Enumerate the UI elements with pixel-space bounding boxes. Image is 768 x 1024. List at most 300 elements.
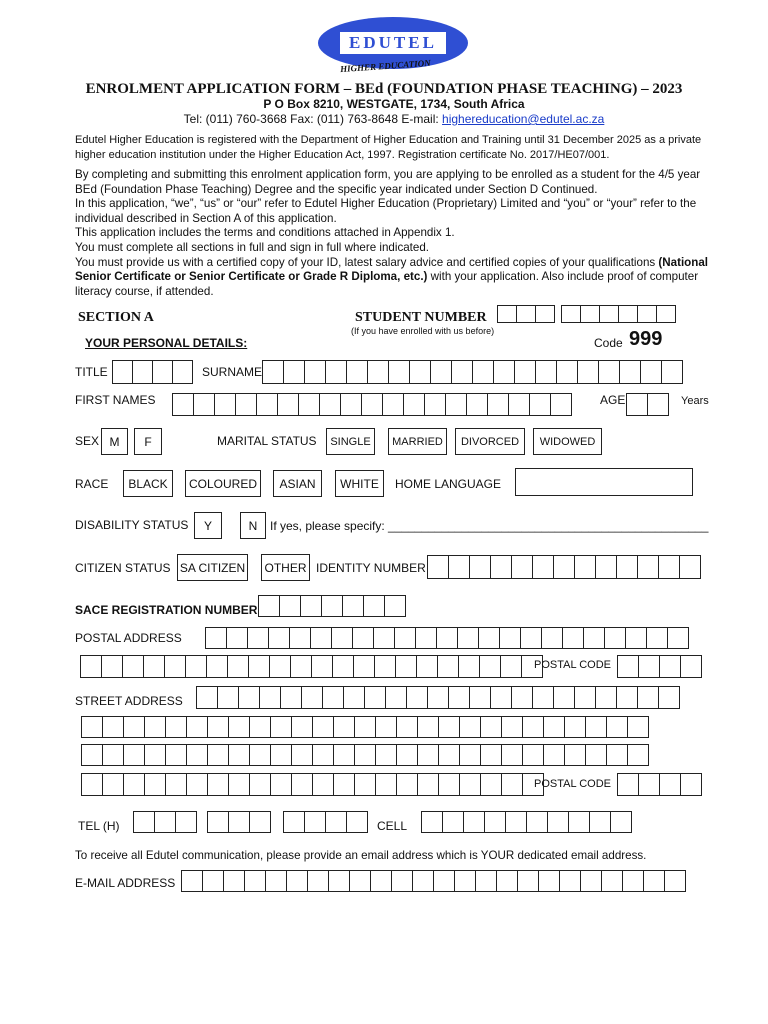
char-box[interactable] xyxy=(451,360,473,384)
char-box[interactable] xyxy=(373,627,395,649)
sex-option-m[interactable]: M xyxy=(101,428,128,455)
char-box[interactable] xyxy=(333,716,355,738)
char-box[interactable] xyxy=(291,716,313,738)
char-box[interactable] xyxy=(283,360,305,384)
char-box[interactable] xyxy=(388,360,410,384)
char-box[interactable] xyxy=(529,393,551,416)
char-box[interactable] xyxy=(487,393,509,416)
char-box[interactable] xyxy=(433,870,455,892)
char-box[interactable] xyxy=(280,686,302,709)
char-box[interactable] xyxy=(680,655,702,678)
char-box[interactable] xyxy=(175,811,197,833)
char-box[interactable] xyxy=(667,627,689,649)
char-box[interactable] xyxy=(680,773,702,796)
char-box[interactable] xyxy=(412,870,434,892)
char-box[interactable] xyxy=(298,393,320,416)
intro-p1: By completing and submitting this enrolment application form, you are applying to be enrolled as a student for the 4/5 year BEd (Foundation Phase Teaching) Degree and the specific year indicated under Section D Continued. xyxy=(75,168,701,196)
char-box[interactable] xyxy=(321,595,343,617)
char-box[interactable] xyxy=(595,686,617,709)
char-box[interactable] xyxy=(133,811,155,833)
char-box[interactable] xyxy=(469,686,491,709)
char-box[interactable] xyxy=(508,393,530,416)
char-box[interactable] xyxy=(556,360,578,384)
char-box[interactable] xyxy=(196,686,218,709)
char-box[interactable] xyxy=(291,773,313,796)
student-number-box[interactable] xyxy=(561,305,581,323)
char-box[interactable] xyxy=(448,686,470,709)
char-box[interactable] xyxy=(463,811,485,833)
char-box[interactable] xyxy=(354,744,376,766)
char-box[interactable] xyxy=(256,393,278,416)
char-box[interactable] xyxy=(437,655,459,678)
char-box[interactable] xyxy=(564,744,586,766)
char-box[interactable] xyxy=(625,627,647,649)
char-box[interactable] xyxy=(258,595,280,617)
char-box[interactable] xyxy=(207,773,229,796)
char-box[interactable] xyxy=(647,393,669,416)
char-box[interactable] xyxy=(328,870,350,892)
char-box[interactable] xyxy=(638,773,660,796)
char-box[interactable] xyxy=(520,627,542,649)
char-box[interactable] xyxy=(598,360,620,384)
char-box[interactable] xyxy=(322,686,344,709)
race-option-asian[interactable]: ASIAN xyxy=(273,470,322,497)
char-box[interactable] xyxy=(627,744,649,766)
char-box[interactable] xyxy=(658,686,680,709)
char-box[interactable] xyxy=(248,655,270,678)
char-box[interactable] xyxy=(421,811,443,833)
char-box[interactable] xyxy=(610,811,632,833)
char-box[interactable] xyxy=(637,686,659,709)
char-box[interactable] xyxy=(616,555,638,579)
citizen-option-sa[interactable]: SA CITIZEN xyxy=(177,554,248,581)
char-box[interactable] xyxy=(301,686,323,709)
char-box[interactable] xyxy=(601,870,623,892)
char-box[interactable] xyxy=(595,555,617,579)
char-box[interactable] xyxy=(226,627,248,649)
char-box[interactable] xyxy=(228,744,250,766)
char-box[interactable] xyxy=(144,716,166,738)
char-box[interactable] xyxy=(228,773,250,796)
char-box[interactable] xyxy=(469,555,491,579)
char-box[interactable] xyxy=(394,627,416,649)
char-box[interactable] xyxy=(526,811,548,833)
char-box[interactable] xyxy=(661,360,683,384)
char-box[interactable] xyxy=(304,811,326,833)
char-box[interactable] xyxy=(416,655,438,678)
intro-p5 xyxy=(75,256,715,300)
student-number-box[interactable] xyxy=(535,305,555,323)
char-box[interactable] xyxy=(417,744,439,766)
char-box[interactable] xyxy=(81,716,103,738)
char-box[interactable] xyxy=(186,773,208,796)
char-box[interactable] xyxy=(143,655,165,678)
char-box[interactable] xyxy=(517,870,539,892)
char-box[interactable] xyxy=(311,655,333,678)
char-box[interactable] xyxy=(475,870,497,892)
char-box[interactable] xyxy=(606,716,628,738)
disability-option-y[interactable]: Y xyxy=(194,512,222,539)
char-box[interactable] xyxy=(206,655,228,678)
char-box[interactable] xyxy=(562,627,584,649)
char-box[interactable] xyxy=(244,870,266,892)
char-box[interactable] xyxy=(101,655,123,678)
char-box[interactable] xyxy=(343,686,365,709)
char-box[interactable] xyxy=(658,555,680,579)
street-address-row-3 xyxy=(81,744,648,766)
char-box[interactable] xyxy=(312,773,334,796)
char-box[interactable] xyxy=(375,744,397,766)
char-box[interactable] xyxy=(352,627,374,649)
char-box[interactable] xyxy=(249,811,271,833)
char-box[interactable] xyxy=(132,360,153,384)
char-box[interactable] xyxy=(349,870,371,892)
char-box[interactable] xyxy=(438,716,460,738)
char-box[interactable] xyxy=(580,870,602,892)
char-box[interactable] xyxy=(354,773,376,796)
char-box[interactable] xyxy=(259,686,281,709)
char-box[interactable] xyxy=(501,744,523,766)
student-number-note: (If you have enrolled with us before) xyxy=(351,326,495,336)
char-box[interactable] xyxy=(346,811,368,833)
char-box[interactable] xyxy=(307,870,329,892)
char-box[interactable] xyxy=(290,655,312,678)
char-box[interactable] xyxy=(384,595,406,617)
char-box[interactable] xyxy=(559,870,581,892)
char-box[interactable] xyxy=(186,744,208,766)
char-box[interactable] xyxy=(364,686,386,709)
char-box[interactable] xyxy=(577,360,599,384)
char-box[interactable] xyxy=(604,627,626,649)
sex-option-f[interactable]: F xyxy=(134,428,162,455)
email-link[interactable]: highereducation@edutel.ac.za xyxy=(442,112,605,126)
char-box[interactable] xyxy=(249,773,271,796)
char-box[interactable] xyxy=(459,716,481,738)
char-box[interactable] xyxy=(123,716,145,738)
char-box[interactable] xyxy=(466,393,488,416)
char-box[interactable] xyxy=(490,555,512,579)
char-box[interactable] xyxy=(300,595,322,617)
char-box[interactable] xyxy=(391,870,413,892)
char-box[interactable] xyxy=(500,655,522,678)
char-box[interactable] xyxy=(417,716,439,738)
char-box[interactable] xyxy=(396,744,418,766)
char-box[interactable] xyxy=(541,627,563,649)
char-box[interactable] xyxy=(214,393,236,416)
char-box[interactable] xyxy=(172,393,194,416)
char-box[interactable] xyxy=(270,773,292,796)
char-box[interactable] xyxy=(154,811,176,833)
char-box[interactable] xyxy=(417,773,439,796)
char-box[interactable] xyxy=(342,595,364,617)
char-box[interactable] xyxy=(538,870,560,892)
student-number-label: STUDENT NUMBER xyxy=(355,310,487,325)
char-box[interactable] xyxy=(333,773,355,796)
char-box[interactable] xyxy=(442,811,464,833)
char-box[interactable] xyxy=(235,393,257,416)
char-box[interactable] xyxy=(553,555,575,579)
char-box[interactable] xyxy=(574,555,596,579)
char-box[interactable] xyxy=(123,773,145,796)
char-box[interactable] xyxy=(478,627,500,649)
char-box[interactable] xyxy=(395,655,417,678)
marital-option-widowed[interactable]: WIDOWED xyxy=(533,428,602,455)
char-box[interactable] xyxy=(304,360,326,384)
char-box[interactable] xyxy=(535,360,557,384)
char-box[interactable] xyxy=(81,773,103,796)
char-box[interactable] xyxy=(331,627,353,649)
char-box[interactable] xyxy=(375,716,397,738)
char-box[interactable] xyxy=(319,393,341,416)
char-box[interactable] xyxy=(640,360,662,384)
years-label: Years xyxy=(681,395,709,407)
char-box[interactable] xyxy=(627,716,649,738)
char-box[interactable] xyxy=(585,744,607,766)
char-box[interactable] xyxy=(493,360,515,384)
char-box[interactable] xyxy=(430,360,452,384)
char-box[interactable] xyxy=(80,655,102,678)
char-box[interactable] xyxy=(123,744,145,766)
char-box[interactable] xyxy=(543,716,565,738)
char-box[interactable] xyxy=(172,360,193,384)
char-box[interactable] xyxy=(664,870,686,892)
student-number-boxes xyxy=(497,305,675,323)
char-box[interactable] xyxy=(438,773,460,796)
char-box[interactable] xyxy=(454,870,476,892)
char-box[interactable] xyxy=(207,744,229,766)
char-box[interactable] xyxy=(270,716,292,738)
char-box[interactable] xyxy=(227,655,249,678)
char-box[interactable] xyxy=(459,773,481,796)
char-box[interactable] xyxy=(193,393,215,416)
char-box[interactable] xyxy=(332,655,354,678)
char-box[interactable] xyxy=(406,686,428,709)
char-box[interactable] xyxy=(617,773,639,796)
marital-option-single[interactable]: SINGLE xyxy=(326,428,375,455)
char-box[interactable] xyxy=(286,870,308,892)
student-number-box[interactable] xyxy=(656,305,676,323)
char-box[interactable] xyxy=(427,686,449,709)
char-box[interactable] xyxy=(396,773,418,796)
char-box[interactable] xyxy=(291,744,313,766)
cell-label: CELL xyxy=(377,819,408,833)
char-box[interactable] xyxy=(367,360,389,384)
student-number-box[interactable] xyxy=(599,305,619,323)
char-box[interactable] xyxy=(522,744,544,766)
char-box[interactable] xyxy=(283,811,305,833)
char-box[interactable] xyxy=(501,773,523,796)
char-box[interactable] xyxy=(205,627,227,649)
char-box[interactable] xyxy=(511,555,533,579)
char-box[interactable] xyxy=(589,811,611,833)
char-box[interactable] xyxy=(396,716,418,738)
form-title: ENROLMENT APPLICATION FORM – BEd (FOUNDATION PHASE TEACHING) – 2023 xyxy=(85,81,683,97)
char-box[interactable] xyxy=(361,393,383,416)
char-box[interactable] xyxy=(480,744,502,766)
student-number-box[interactable] xyxy=(580,305,600,323)
char-box[interactable] xyxy=(511,686,533,709)
char-box[interactable] xyxy=(228,811,250,833)
char-box[interactable] xyxy=(102,744,124,766)
char-box[interactable] xyxy=(249,716,271,738)
char-box[interactable] xyxy=(289,627,311,649)
char-box[interactable] xyxy=(165,773,187,796)
char-box[interactable] xyxy=(679,555,701,579)
char-box[interactable] xyxy=(574,686,596,709)
code-value: 999 xyxy=(629,328,663,350)
char-box[interactable] xyxy=(81,744,103,766)
char-box[interactable] xyxy=(269,655,291,678)
char-box[interactable] xyxy=(458,655,480,678)
char-box[interactable] xyxy=(223,870,245,892)
char-box[interactable] xyxy=(496,870,518,892)
char-box[interactable] xyxy=(480,773,502,796)
char-box[interactable] xyxy=(436,627,458,649)
char-box[interactable] xyxy=(333,744,355,766)
char-box[interactable] xyxy=(659,773,681,796)
char-box[interactable] xyxy=(382,393,404,416)
char-box[interactable] xyxy=(619,360,641,384)
char-box[interactable] xyxy=(262,360,284,384)
char-box[interactable] xyxy=(279,595,301,617)
char-box[interactable] xyxy=(403,393,425,416)
char-box[interactable] xyxy=(505,811,527,833)
char-box[interactable] xyxy=(312,716,334,738)
home-language-field[interactable] xyxy=(515,468,693,496)
char-box[interactable] xyxy=(480,716,502,738)
char-box[interactable] xyxy=(385,686,407,709)
char-box[interactable] xyxy=(181,870,203,892)
citizen-option-other[interactable]: OTHER xyxy=(261,554,310,581)
char-box[interactable] xyxy=(445,393,467,416)
char-box[interactable] xyxy=(340,393,362,416)
char-box[interactable] xyxy=(622,870,644,892)
char-box[interactable] xyxy=(547,811,569,833)
char-box[interactable] xyxy=(353,655,375,678)
char-box[interactable] xyxy=(207,811,229,833)
char-box[interactable] xyxy=(522,716,544,738)
char-box[interactable] xyxy=(479,655,501,678)
char-box[interactable] xyxy=(415,627,437,649)
char-box[interactable] xyxy=(564,716,586,738)
char-box[interactable] xyxy=(543,744,565,766)
char-box[interactable] xyxy=(238,686,260,709)
char-box[interactable] xyxy=(617,655,639,678)
char-box[interactable] xyxy=(499,627,521,649)
char-box[interactable] xyxy=(202,870,224,892)
char-box[interactable] xyxy=(553,686,575,709)
race-option-coloured[interactable]: COLOURED xyxy=(185,470,261,497)
marital-option-divorced[interactable]: DIVORCED xyxy=(455,428,525,455)
char-box[interactable] xyxy=(346,360,368,384)
char-box[interactable] xyxy=(501,716,523,738)
char-box[interactable] xyxy=(217,686,239,709)
char-box[interactable] xyxy=(144,773,166,796)
char-box[interactable] xyxy=(102,716,124,738)
student-number-box[interactable] xyxy=(618,305,638,323)
char-box[interactable] xyxy=(472,360,494,384)
char-box[interactable] xyxy=(102,773,124,796)
char-box[interactable] xyxy=(249,744,271,766)
char-box[interactable] xyxy=(427,555,449,579)
char-box[interactable] xyxy=(185,655,207,678)
student-number-box[interactable] xyxy=(516,305,536,323)
char-box[interactable] xyxy=(363,595,385,617)
char-box[interactable] xyxy=(186,716,208,738)
char-box[interactable] xyxy=(207,716,229,738)
char-box[interactable] xyxy=(265,870,287,892)
char-box[interactable] xyxy=(268,627,290,649)
char-box[interactable] xyxy=(375,773,397,796)
char-box[interactable] xyxy=(490,686,512,709)
char-box[interactable] xyxy=(277,393,299,416)
char-box[interactable] xyxy=(637,555,659,579)
char-box[interactable] xyxy=(457,627,479,649)
char-box[interactable] xyxy=(484,811,506,833)
disability-option-n[interactable]: N xyxy=(240,512,266,539)
char-box[interactable] xyxy=(409,360,431,384)
char-box[interactable] xyxy=(646,627,668,649)
char-box[interactable] xyxy=(270,744,292,766)
char-box[interactable] xyxy=(228,716,250,738)
char-box[interactable] xyxy=(638,655,660,678)
char-box[interactable] xyxy=(247,627,269,649)
race-option-black[interactable]: BLACK xyxy=(123,470,173,497)
student-number-box[interactable] xyxy=(497,305,517,323)
char-box[interactable] xyxy=(532,686,554,709)
intro-p5b: (National Senior Certificate or Senior Certificate or Grade R Diploma, etc.) xyxy=(75,255,709,284)
char-box[interactable] xyxy=(459,744,481,766)
race-option-white[interactable]: WHITE xyxy=(335,470,384,497)
char-box[interactable] xyxy=(550,393,572,416)
char-box[interactable] xyxy=(164,655,186,678)
char-box[interactable] xyxy=(310,627,332,649)
char-box[interactable] xyxy=(514,360,536,384)
student-number-box[interactable] xyxy=(637,305,657,323)
char-box[interactable] xyxy=(424,393,446,416)
char-box[interactable] xyxy=(616,686,638,709)
char-box[interactable] xyxy=(165,716,187,738)
char-box[interactable] xyxy=(606,744,628,766)
char-box[interactable] xyxy=(643,870,665,892)
char-box[interactable] xyxy=(312,744,334,766)
char-box[interactable] xyxy=(144,744,166,766)
registration-line-2: higher education institution under the Higher Education Act, 1997. Registration certificate No. 2017/HE07/001. xyxy=(75,148,610,161)
char-box[interactable] xyxy=(583,627,605,649)
char-box[interactable] xyxy=(370,870,392,892)
postal-address-label: POSTAL ADDRESS xyxy=(75,631,182,645)
disability-specify[interactable]: If yes, please specify: ________________________________________________ xyxy=(270,519,709,533)
char-box[interactable] xyxy=(626,393,648,416)
char-box[interactable] xyxy=(438,744,460,766)
char-box[interactable] xyxy=(448,555,470,579)
marital-option-married[interactable]: MARRIED xyxy=(388,428,447,455)
char-box[interactable] xyxy=(122,655,144,678)
home-language-label: HOME LANGUAGE xyxy=(395,477,502,491)
char-box[interactable] xyxy=(325,360,347,384)
char-box[interactable] xyxy=(585,716,607,738)
char-box[interactable] xyxy=(325,811,347,833)
intro-text xyxy=(75,168,715,299)
char-box[interactable] xyxy=(568,811,590,833)
char-box[interactable] xyxy=(152,360,173,384)
char-box[interactable] xyxy=(354,716,376,738)
char-box[interactable] xyxy=(165,744,187,766)
char-box[interactable] xyxy=(659,655,681,678)
char-box[interactable] xyxy=(112,360,133,384)
char-box[interactable] xyxy=(374,655,396,678)
char-box[interactable] xyxy=(532,555,554,579)
